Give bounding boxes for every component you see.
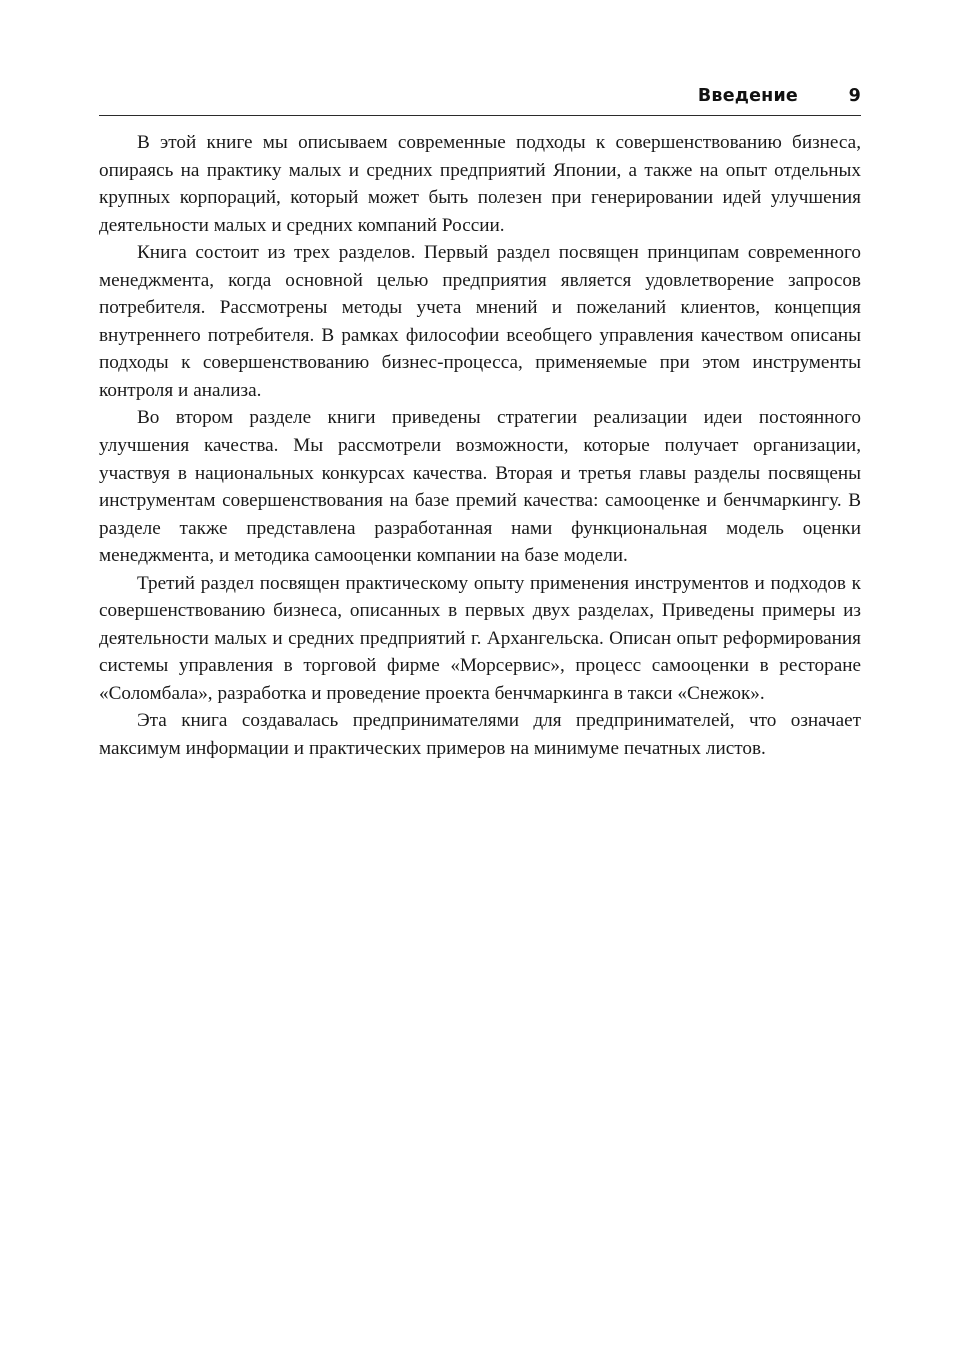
body-paragraph-5: Эта книга создавалась предпринимателями для предпринимателей, что означает максимум информации и практических примеров на минимуме печатных листов. — [99, 710, 861, 760]
running-head-title: Введение — [697, 86, 798, 106]
page-number: 9 — [848, 86, 861, 106]
body-paragraph-4: Третий раздел посвящен практическому опыту применения инструментов и подходов к совершенствованию бизнеса, описанных в первых двух разделах, Приведены примеры из деятельности малых и средних предприятий г. Архангельска. Описан опыт реформирования системы управления в торговой фирме «Морсервис», процесс самооценки в ресторане «Соломбала», разработка и проведение проекта бенчмаркинга в такси «Снежок». — [99, 572, 861, 704]
body-paragraph-2: Книга состоит из трех разделов. Первый раздел посвящен принципам современного менеджмента, когда основной целью предприятия является удовлетворение запросов потребителя. Рассмотрены методы учета мнений и пожеланий клиентов, концепция внутреннего потребителя. В рамках философии всеобщего управления качеством описаны подходы к совершенствованию бизнес-процесса, применяемые при этом инструменты контроля и анализа. — [99, 242, 861, 401]
running-head — [99, 86, 861, 115]
page-content — [99, 86, 861, 763]
body-paragraph-3: Во втором разделе книги приведены стратегии реализации идеи постоянного улучшения качества. Мы рассмотрели возможности, которые получает организации, участвуя в национальных конкурсах качества. Вторая и третья главы разделы посвящены инструментам совершенствования на базе премий качества: самооценке и бенчмаркингу. В разделе также представлена разработанная нами функциональная модель оценки менеджмента, и методика самооценки компании на базе модели. — [99, 407, 861, 567]
header-divider — [99, 115, 861, 116]
body-paragraph-1: В этой книге мы описываем современные подходы к совершенствованию бизнеса, опираясь на практику малых и средних предприятий Японии, а также на опыт отдельных крупных корпораций, который может быть полезен при генерировании идей улучшения деятельности малых и средних компаний России. — [99, 132, 861, 236]
